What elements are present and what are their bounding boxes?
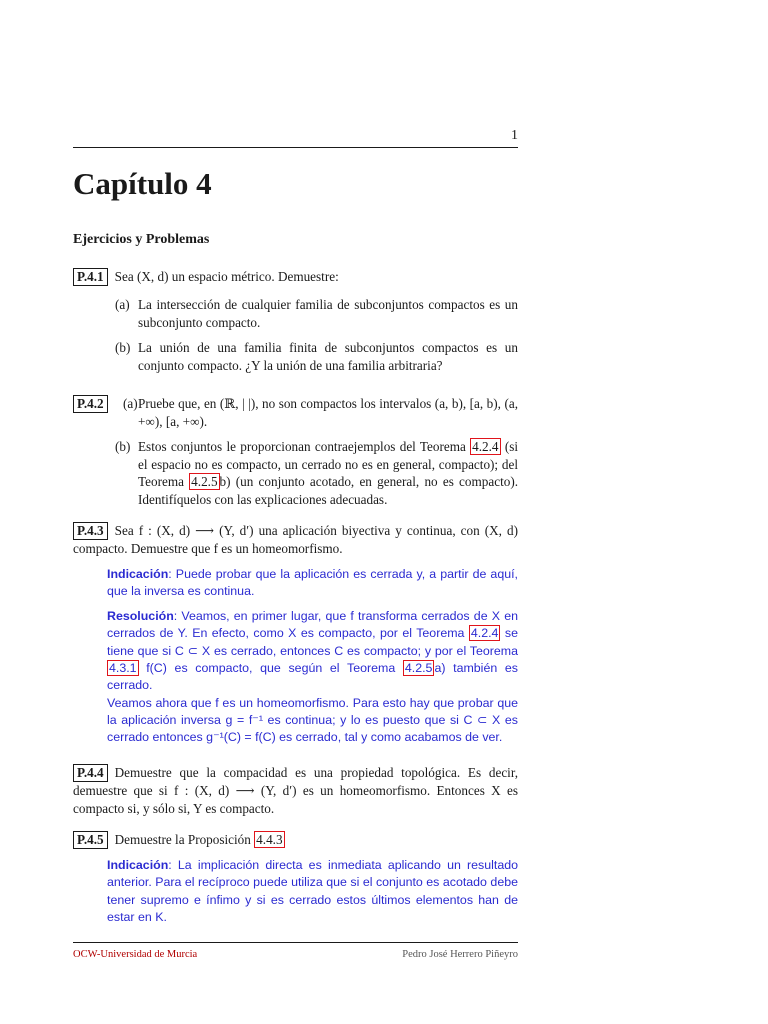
- chapter-title: Capítulo 4: [73, 166, 212, 201]
- header-rule: [73, 147, 518, 148]
- problem-tag: P.4.2: [73, 395, 108, 413]
- theorem-link[interactable]: 4.2.4: [472, 439, 499, 454]
- problem-4-1: [73, 268, 518, 374]
- resolution-text: se tiene que si C ⊂ X es cerrado, entonces C es compacto; y por el Teorema: [107, 626, 518, 658]
- problem-tag: P.4.4: [73, 764, 108, 782]
- resolution-text: a) también es cerrado.: [107, 660, 518, 693]
- subitem-text: Pruebe que, en (ℝ, | |), no son compactos los intervalos (a, b), [a, b), (a, +∞), [a, +∞).: [138, 396, 518, 429]
- problem-4-2: [73, 395, 518, 508]
- problem-4-3: [73, 522, 518, 746]
- subitem-text: La intersección de cualquier familia de subconjuntos compactos es un subconjunto compacto.: [138, 297, 518, 330]
- subitem-a: [73, 296, 518, 331]
- theorem-link[interactable]: 4.3.1: [109, 660, 137, 675]
- subitem-label: (a): [123, 396, 138, 411]
- footer-rule: [73, 942, 518, 943]
- problem-statement: Sea f : (X, d) ⟶ (Y, d′) una aplicación biyectiva y continua, con (X, d) compacto. Demuestre que f es un homeomorfismo.: [73, 523, 518, 556]
- problem-4-4: [73, 764, 518, 817]
- subitem-label: (b): [115, 340, 131, 355]
- theorem-link[interactable]: 4.2.5: [404, 660, 433, 675]
- subitem-text: Estos conjuntos le proporcionan contraejemplos del Teorema: [138, 439, 466, 454]
- subitem-b: [73, 438, 518, 508]
- resolution-text: : Veamos, en primer lugar, que f transforma cerrados de X en cerrados de Y. En efecto, como X es compacto, por el Teorema: [107, 609, 518, 641]
- resolution-label: Resolución: [107, 609, 174, 624]
- footer-institution[interactable]: OCW-Universidad de Murcia: [73, 949, 198, 960]
- theorem-link[interactable]: 4.2.4: [470, 626, 499, 641]
- hint-block: [73, 566, 518, 601]
- problem-statement: Sea (X, d) un espacio métrico. Demuestre:: [114, 269, 339, 284]
- page-number: 1: [511, 128, 518, 143]
- subitem-label: (b): [115, 439, 131, 454]
- hint-text: : La implicación directa es inmediata aplicando un resultado anterior. Para el recíproco puede utiliza que si el conjunto es acotado debe tener supremo e ínfimo y si es cerrado estos últimos elementos han de estar en K.: [107, 858, 518, 924]
- problem-tag: P.4.5: [73, 831, 108, 849]
- problem-tag: P.4.3: [73, 522, 108, 540]
- subitem-text: (si el espacio no es compacto, un cerrado no es en general, compacto); del Teorema: [138, 439, 518, 489]
- section-title: Ejercicios y Problemas: [73, 232, 210, 247]
- resolution-block: [73, 608, 518, 746]
- subitem-text: b) (un conjunto acotado, en general, no es compacto). Identifíquelos con las explicaciones adecuadas.: [138, 474, 519, 507]
- resolution-text: f(C) es compacto, que según el Teorema: [146, 660, 396, 675]
- footer-author: Pedro José Herrero Piñeyro: [402, 949, 518, 960]
- proposition-link[interactable]: 4.4.3: [256, 832, 283, 847]
- hint-label: Indicación: [107, 858, 169, 872]
- subitem-b: [73, 339, 518, 374]
- subitem-text: La unión de una familia finita de subconjuntos compactos es un conjunto compacto. ¿Y la unión de una familia arbitraria?: [138, 340, 518, 373]
- resolution-text: Veamos ahora que f es un homeomorfismo. Para esto hay que probar que la aplicación inversa g = f⁻¹ es continua; y lo es puesto que si C ⊂ X es cerrado entonces g⁻¹(C) = f(C) es cerrado, tal y como acabamos de ver.: [107, 695, 518, 745]
- problem-statement: Demuestre la Proposición: [114, 832, 251, 847]
- hint-block: [73, 857, 518, 926]
- hint-label: Indicación: [107, 566, 169, 581]
- hint-text: : Puede probar que la aplicación es cerrada y, a partir de aquí, que la inversa es continua.: [107, 566, 518, 598]
- subitem-label: (a): [115, 297, 130, 312]
- theorem-link[interactable]: 4.2.5: [191, 474, 218, 489]
- problem-4-5: [73, 831, 518, 926]
- problem-tag: P.4.1: [73, 268, 108, 286]
- problem-statement: Demuestre que la compacidad es una propiedad topológica. Es decir, demuestre que si f : (X, d) ⟶ (Y, d′) es un homeomorfismo. Entonces X es compacto si, y sólo si, Y es compacto.: [73, 765, 518, 816]
- footer: [73, 949, 518, 960]
